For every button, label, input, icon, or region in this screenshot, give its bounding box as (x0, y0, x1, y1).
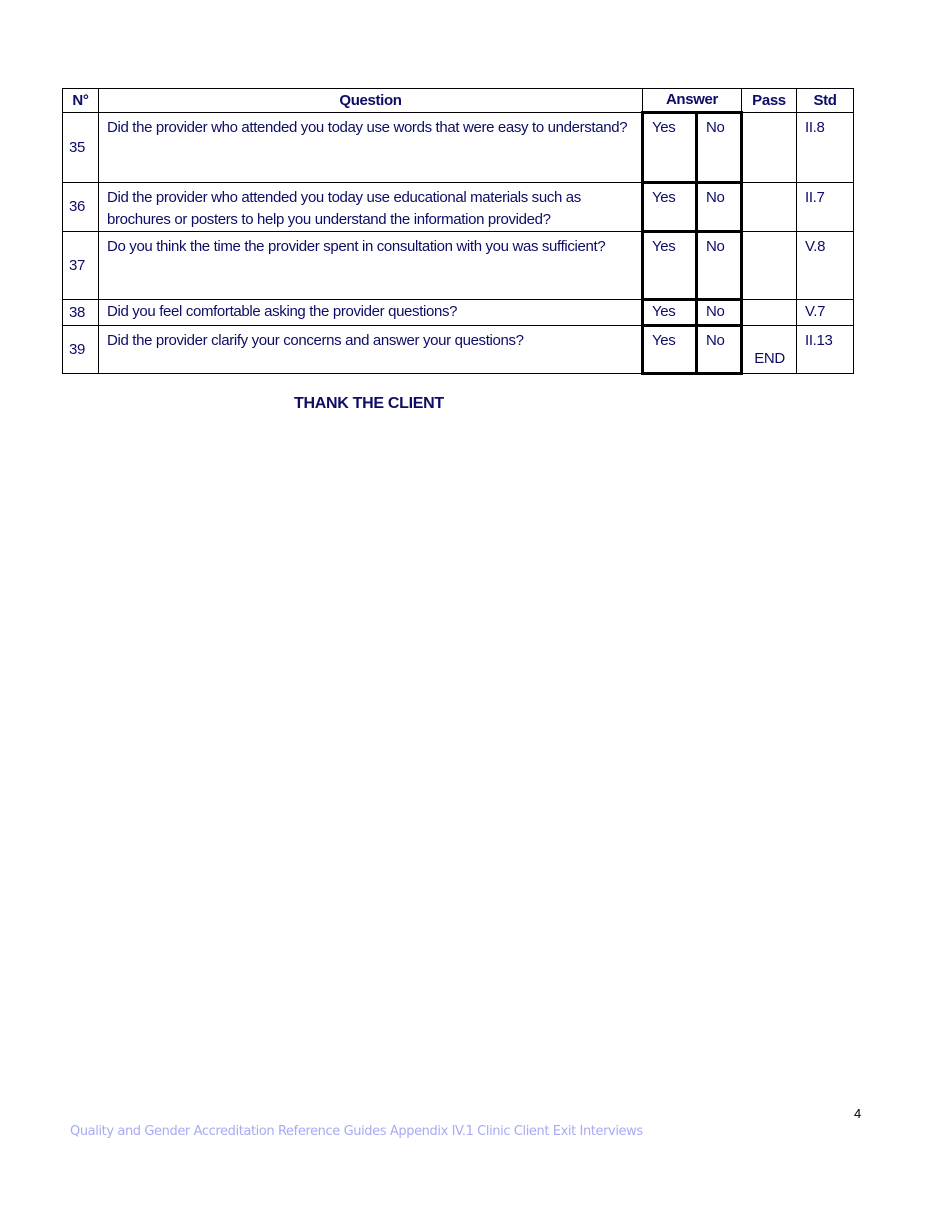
question-text: Did the provider who attended you today use words that were easy to understand? (99, 113, 643, 183)
answer-no[interactable]: No (697, 183, 742, 232)
answer-yes[interactable]: Yes (643, 300, 697, 326)
page-number: 4 (854, 1106, 862, 1121)
answer-no[interactable]: No (697, 300, 742, 326)
row-number: 36 (63, 183, 99, 232)
header-row (63, 89, 854, 113)
table-row (63, 113, 854, 183)
pass-cell (742, 183, 797, 232)
table-row (63, 183, 854, 232)
answer-no[interactable]: No (697, 232, 742, 300)
header-pass: Pass (742, 89, 797, 113)
table-row (63, 300, 854, 326)
pass-cell (742, 113, 797, 183)
page-footer: Quality and Gender Accreditation Reference Guides Appendix IV.1 Clinic Client Exit Interviews (70, 1124, 643, 1139)
std-code: II.8 (797, 113, 854, 183)
answer-yes[interactable]: Yes (643, 183, 697, 232)
answer-no[interactable]: No (697, 113, 742, 183)
table-row (63, 232, 854, 300)
question-text: Do you think the time the provider spent in consultation with you was sufficient? (99, 232, 643, 300)
header-std: Std (797, 89, 854, 113)
pass-cell (742, 232, 797, 300)
answer-yes[interactable]: Yes (643, 113, 697, 183)
row-number: 38 (63, 300, 99, 326)
answer-yes[interactable]: Yes (643, 232, 697, 300)
closing-instruction: THANK THE CLIENT (294, 395, 444, 412)
table-row (63, 326, 854, 374)
row-number: 37 (63, 232, 99, 300)
header-answer: Answer (643, 89, 742, 113)
answer-no[interactable]: No (697, 326, 742, 374)
exit-interview-table (62, 88, 854, 375)
question-text: Did the provider who attended you today use educational materials such as brochures or posters to help you understand the information provided? (99, 183, 643, 232)
row-number: 39 (63, 326, 99, 374)
std-code: V.7 (797, 300, 854, 326)
pass-cell: END (742, 326, 797, 374)
row-number: 35 (63, 113, 99, 183)
header-no: N° (63, 89, 99, 113)
answer-yes[interactable]: Yes (643, 326, 697, 374)
pass-cell (742, 300, 797, 326)
std-code: V.8 (797, 232, 854, 300)
question-text: Did the provider clarify your concerns and answer your questions? (99, 326, 643, 374)
question-text: Did you feel comfortable asking the provider questions? (99, 300, 643, 326)
std-code: II.13 (797, 326, 854, 374)
std-code: II.7 (797, 183, 854, 232)
header-question: Question (99, 89, 643, 113)
